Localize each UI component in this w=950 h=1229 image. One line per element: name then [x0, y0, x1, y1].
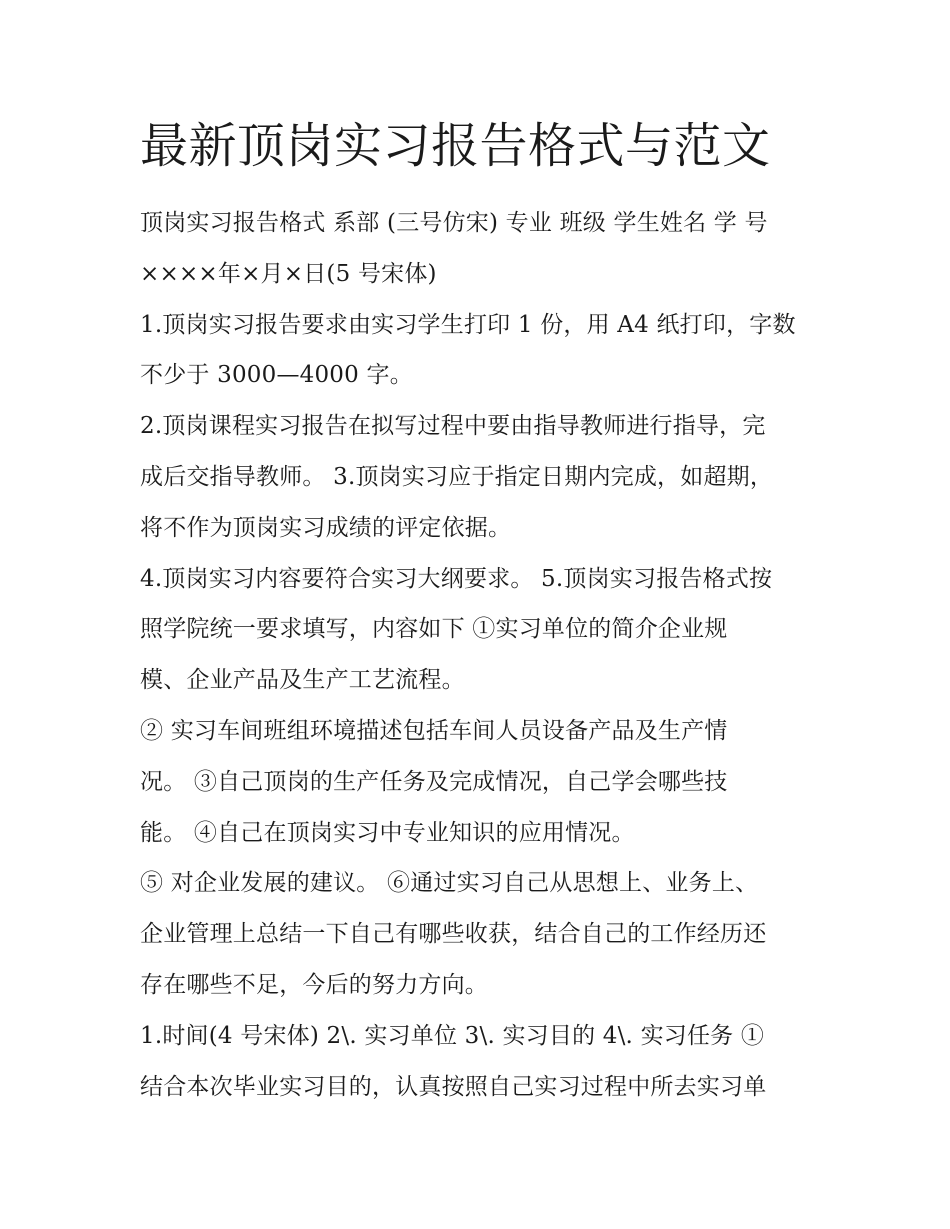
body-line-11: ② 实习车间班组环境描述包括车间人员设备产品及生产情: [140, 717, 728, 744]
body-line-18: 结合本次毕业实习目的，认真按照自己实习过程中所去实习单: [140, 1073, 767, 1100]
body-line-15: 企业管理上总结一下自己有哪些收获，结合自己的工作经历还: [140, 921, 767, 948]
document-title: 最新顶岗实习报告格式与范文: [140, 118, 771, 174]
body-line-4: 不少于 3000—4000 字。: [140, 362, 413, 389]
body-line-14: ⑤ 对企业发展的建议。 ⑥通过实习自己从思想上、业务上、: [140, 870, 759, 897]
body-line-10: 模、企业产品及生产工艺流程。: [140, 667, 465, 694]
body-line-3: 1.顶岗实习报告要求由实习学生打印 1 份，用 A4 纸打印，字数: [140, 311, 796, 338]
body-line-17: 1.时间(4 号宋体) 2\. 实习单位 3\. 实习目的 4\. 实习任务 ①: [140, 1022, 765, 1049]
body-line-7: 将不作为顶岗实习成绩的评定依据。: [140, 514, 512, 541]
body-line-6: 成后交指导教师。 3.顶岗实习应于指定日期内完成，如超期，: [140, 463, 774, 490]
body-line-5: 2.顶岗课程实习报告在拟写过程中要由指导教师进行指导，完: [140, 413, 766, 440]
body-line-12: 况。 ③自己顶岗的生产任务及完成情况，自己学会哪些技: [140, 768, 728, 795]
document-body: [140, 198, 820, 1112]
body-line-2: ××××年×月×日(5 号宋体): [140, 260, 437, 287]
body-line-1: 顶岗实习报告格式 系部 (三号仿宋) 专业 班级 学生姓名 学 号: [140, 210, 768, 236]
body-line-16: 存在哪些不足，今后的努力方向。: [140, 971, 488, 998]
body-line-9: 照学院统一要求填写，内容如下 ①实习单位的简介企业规: [140, 616, 728, 643]
body-line-8: 4.顶岗实习内容要符合实习大纲要求。 5.顶岗实习报告格式按: [140, 565, 773, 592]
body-line-13: 能。 ④自己在顶岗实习中专业知识的应用情况。: [140, 819, 635, 846]
